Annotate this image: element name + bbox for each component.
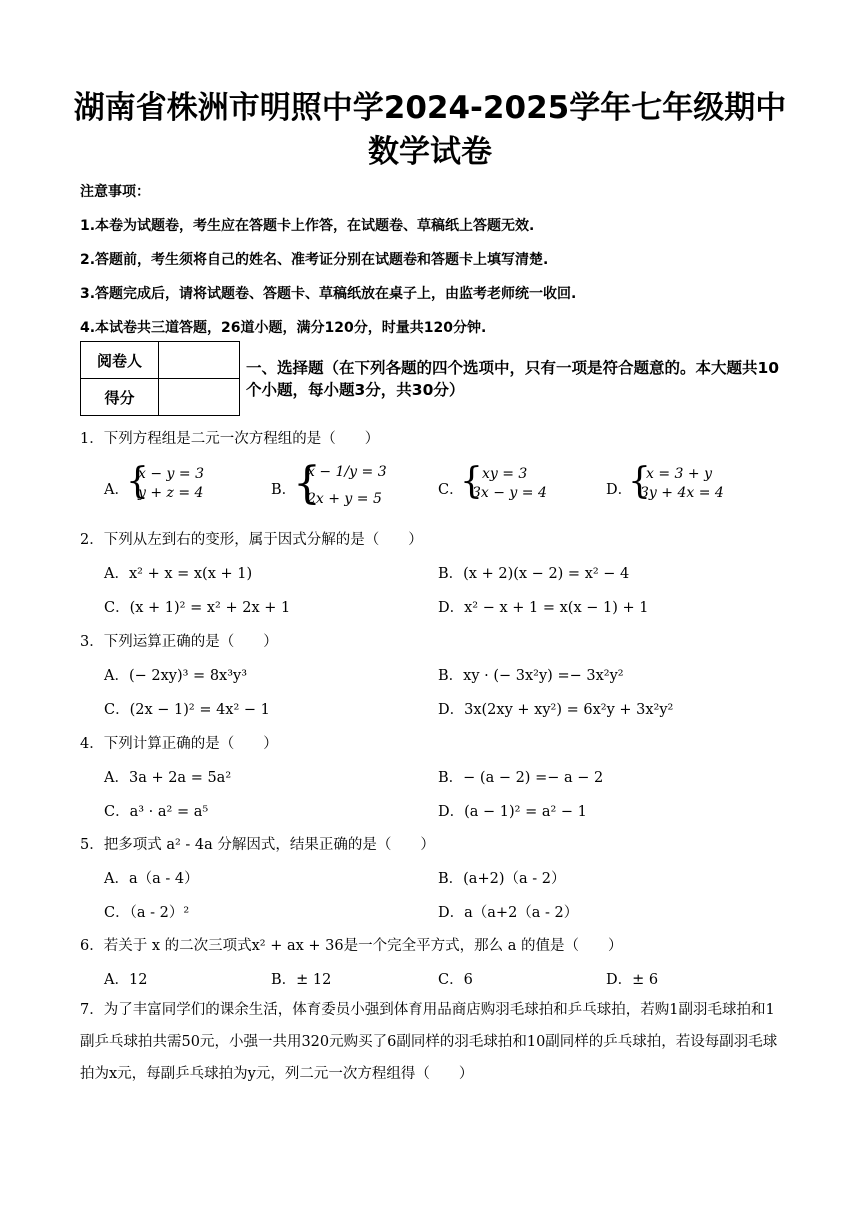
score-label: 得分 bbox=[81, 379, 159, 416]
q1-d-eq2: 3y + 4x = 4 bbox=[640, 485, 724, 501]
q6-option-a: A．12 bbox=[104, 972, 148, 988]
section-heading: 一、选择题（在下列各题的四个选项中，只有一项是符合题意的。本大题共10个小题，每小题3分，共30分） bbox=[246, 359, 780, 399]
q6-option-b: B．± 12 bbox=[271, 972, 332, 988]
q1-a-eq2: y + z = 4 bbox=[138, 485, 204, 501]
q6-option-c: C．6 bbox=[438, 972, 473, 988]
question-2-stem: 2．下列从左到右的变形，属于因式分解的是（ ） bbox=[80, 532, 423, 548]
question-6-stem: 6．若关于 x 的二次三项式x² + ax + 36是一个完全平方式，那么 a 的值是（ ） bbox=[80, 938, 623, 954]
q1-option-d-label: D． bbox=[606, 482, 633, 498]
score-table bbox=[80, 341, 240, 416]
question-7-text: 7．为了丰富同学们的课余生活，体育委员小强到体育用品商店购羽毛球拍和乒乓球拍，若购1副羽毛球拍和1副乒乓球拍共需50元，小强一共用320元购买了6副同样的羽毛球拍和10副同样的乒乓球拍，若设每副羽毛球拍为x元，每副乒乓球拍为y元，列二元一次方程组得（ ） bbox=[80, 1002, 778, 1082]
q3-option-b: B．xy · (− 3x²y) =− 3x²y² bbox=[438, 668, 624, 684]
q4-option-c: C．a³ · a² = a⁵ bbox=[104, 804, 209, 820]
q4-option-d: D．(a − 1)² = a² − 1 bbox=[438, 804, 587, 820]
q1-b-eq2: 2x + y = 5 bbox=[307, 491, 382, 507]
q1-a-eq1: x − y = 3 bbox=[138, 466, 204, 482]
notice-item-2: 2.答题前，考生须将自己的姓名、准考证分别在试题卷和答题卡上填写清楚. bbox=[80, 252, 549, 268]
q6-option-d: D．± 6 bbox=[606, 972, 659, 988]
q4-option-a: A．3a + 2a = 5a² bbox=[104, 770, 232, 786]
score-field[interactable] bbox=[159, 379, 240, 416]
q1-option-c-label: C． bbox=[438, 482, 464, 498]
q3-option-c: C．(2x − 1)² = 4x² − 1 bbox=[104, 702, 270, 718]
q2-option-d: D．x² − x + 1 = x(x − 1) + 1 bbox=[438, 600, 649, 616]
question-1-stem: 1．下列方程组是二元一次方程组的是（ ） bbox=[80, 431, 380, 447]
reviewer-field[interactable] bbox=[159, 342, 240, 379]
q2-option-a: A．x² + x = x(x + 1) bbox=[104, 566, 253, 582]
q1-b-eq1: x − 1/y = 3 bbox=[307, 464, 387, 480]
q1-option-a-label: A． bbox=[104, 482, 129, 498]
notice-item-4: 4.本试卷共三道答题，26道小题，满分120分，时量共120分钟. bbox=[80, 320, 487, 336]
q5-option-d: D．a（a+2（a - 2） bbox=[438, 905, 579, 921]
notice-item-1: 1.本卷为试题卷，考生应在答题卡上作答，在试题卷、草稿纸上答题无效. bbox=[80, 218, 535, 234]
notice-heading: 注意事项： bbox=[80, 184, 150, 200]
exam-title-line1: 湖南省株洲市明照中学2024-2025学年七年级期中 bbox=[73, 90, 787, 126]
q4-option-b: B．− (a − 2) =− a − 2 bbox=[438, 770, 604, 786]
question-4-stem: 4．下列计算正确的是（ ） bbox=[80, 736, 278, 752]
question-5-stem: 5．把多项式 a² - 4a 分解因式，结果正确的是（ ） bbox=[80, 837, 435, 853]
q5-option-a: A．a（a - 4） bbox=[104, 871, 199, 887]
q3-option-a: A．(− 2xy)³ = 8x³y³ bbox=[104, 668, 248, 684]
notice-item-3: 3.答题完成后，请将试题卷、答题卡、草稿纸放在桌子上，由监考老师统一收回. bbox=[80, 286, 577, 302]
exam-title-line2: 数学试卷 bbox=[368, 134, 492, 170]
q2-option-c: C．(x + 1)² = x² + 2x + 1 bbox=[104, 600, 291, 616]
q1-option-b-label: B． bbox=[271, 482, 297, 498]
q2-option-b: B．(x + 2)(x − 2) = x² − 4 bbox=[438, 566, 630, 582]
reviewer-label: 阅卷人 bbox=[81, 342, 159, 379]
q1-c-eq1: xy = 3 bbox=[482, 466, 528, 482]
q1-d-eq1: x = 3 + y bbox=[646, 466, 712, 482]
q5-option-c: C．（a - 2）² bbox=[104, 905, 190, 921]
question-3-stem: 3．下列运算正确的是（ ） bbox=[80, 634, 278, 650]
q5-option-b: B．(a+2)（a - 2） bbox=[438, 871, 566, 887]
q1-c-eq2: 3x − y = 4 bbox=[472, 485, 547, 501]
q3-option-d: D．3x(2xy + xy²) = 6x²y + 3x²y² bbox=[438, 702, 674, 718]
